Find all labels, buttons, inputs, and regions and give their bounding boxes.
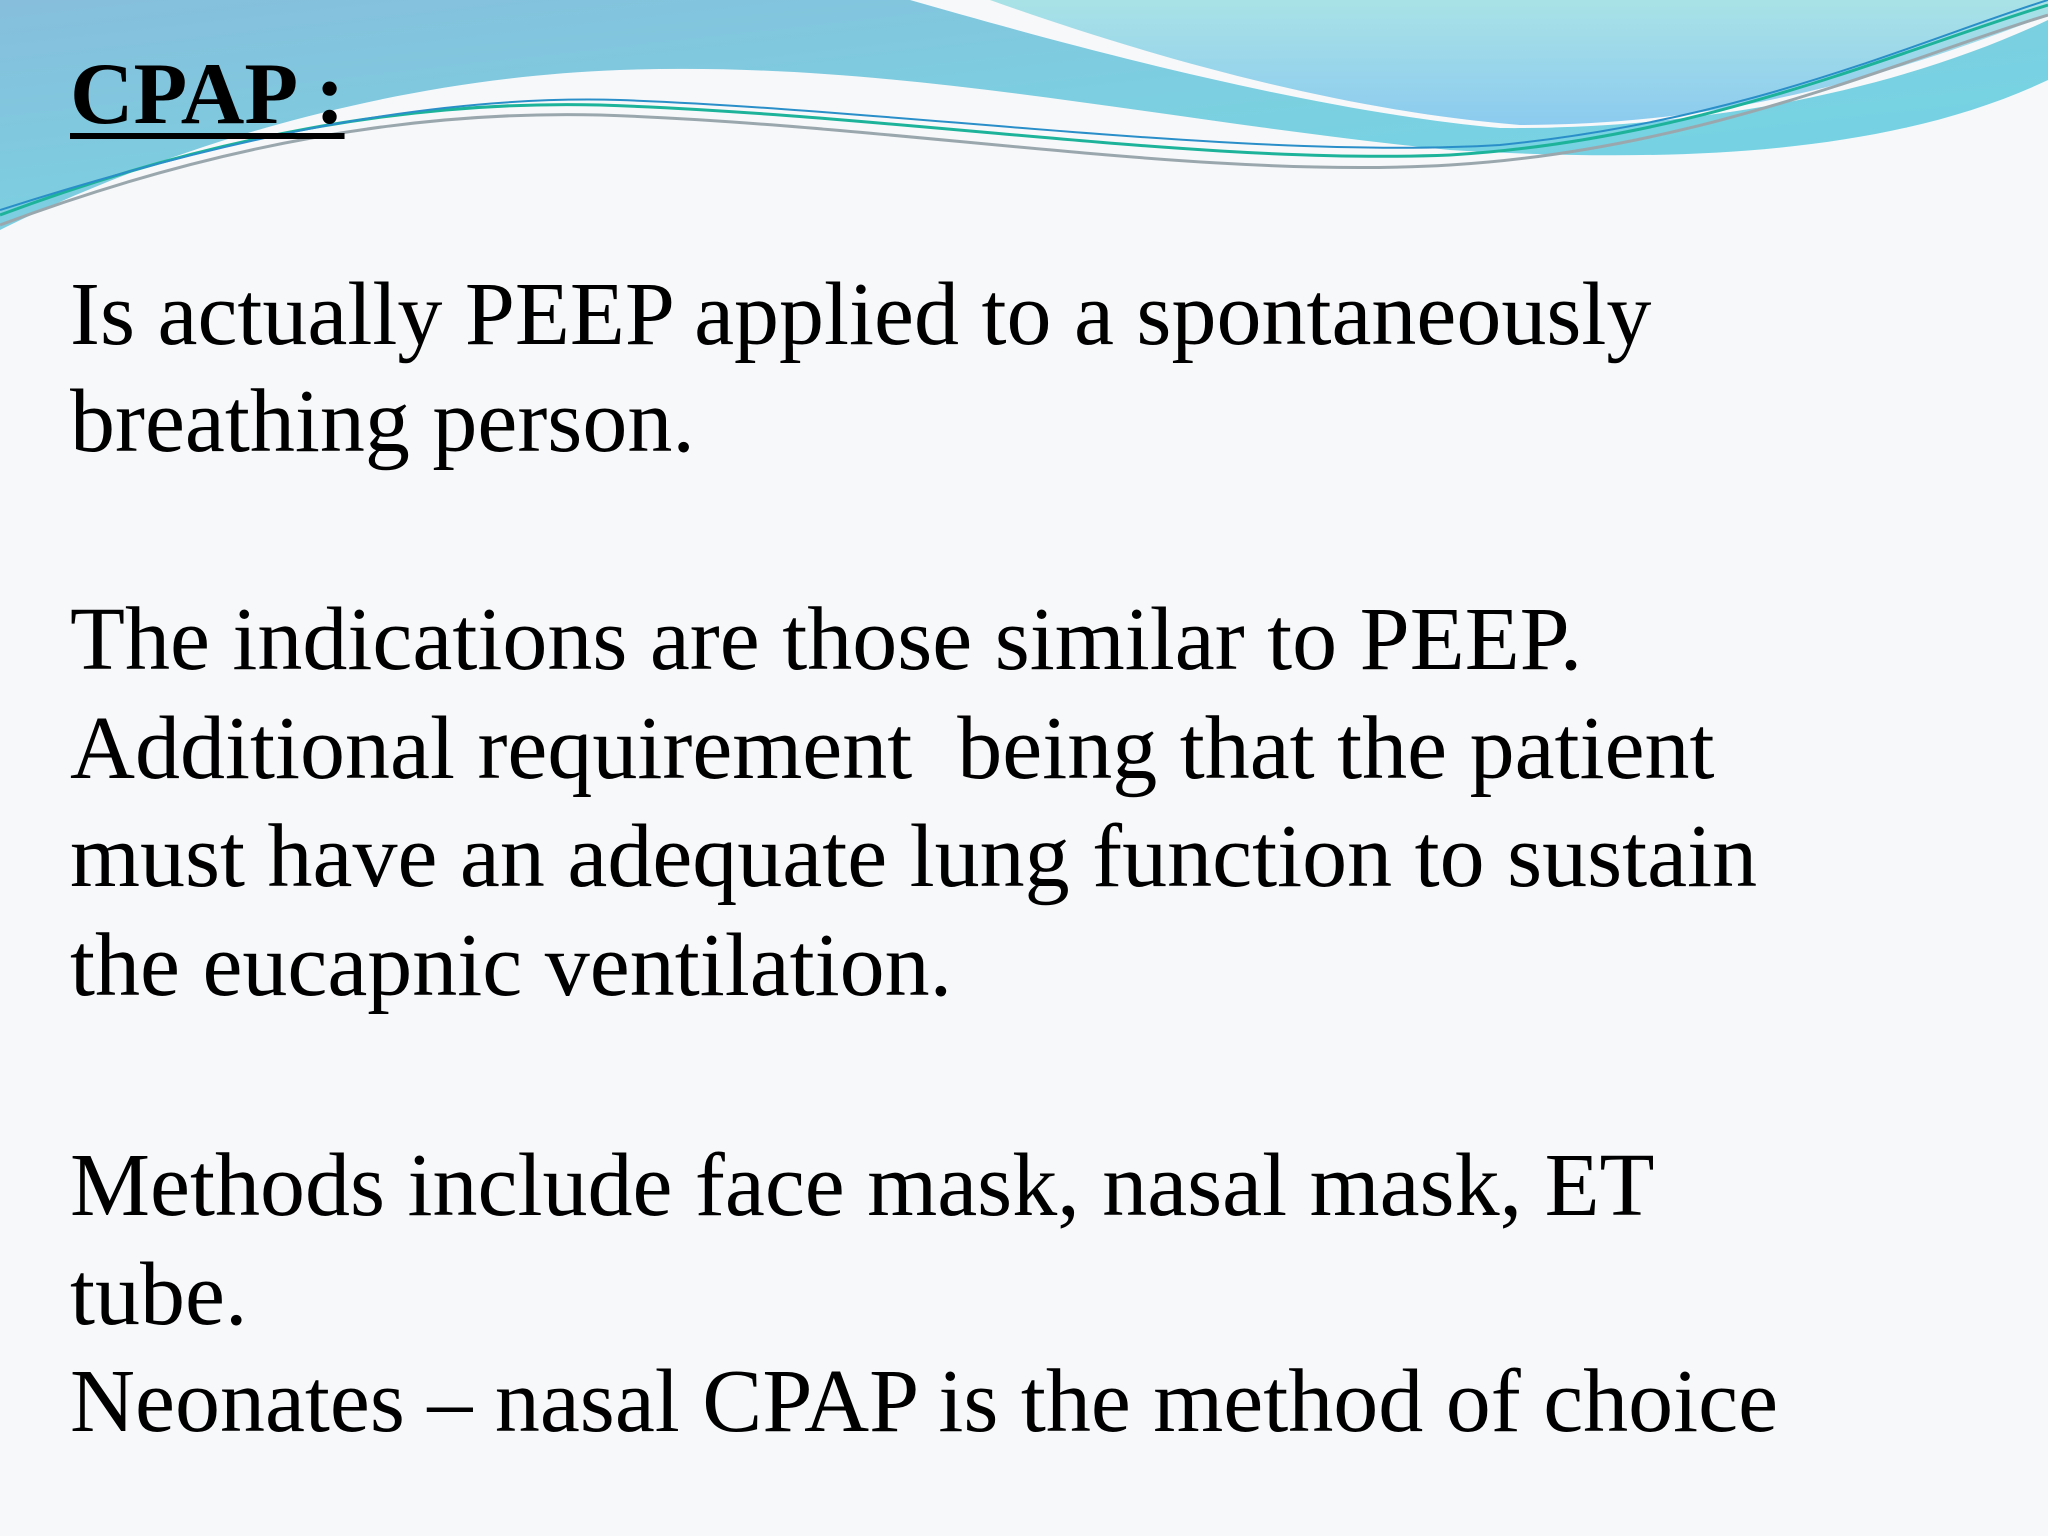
body-line: The indications are those similar to PEEP. bbox=[70, 590, 1583, 689]
body-line: Is actually PEEP applied to a spontaneously bbox=[70, 265, 1652, 364]
body-line: Additional requirement being that the patient bbox=[70, 699, 1715, 798]
slide-title: CPAP : bbox=[70, 46, 345, 143]
body-line: Neonates – nasal CPAP is the method of choice bbox=[70, 1352, 1779, 1451]
body-line: must have an adequate lung function to sustain bbox=[70, 807, 1758, 906]
body-line: Methods include face mask, nasal mask, ET bbox=[70, 1136, 1655, 1235]
body-line: breathing person. bbox=[70, 372, 695, 471]
body-line: the eucapnic ventilation. bbox=[70, 916, 953, 1015]
body-line: tube. bbox=[70, 1245, 248, 1344]
